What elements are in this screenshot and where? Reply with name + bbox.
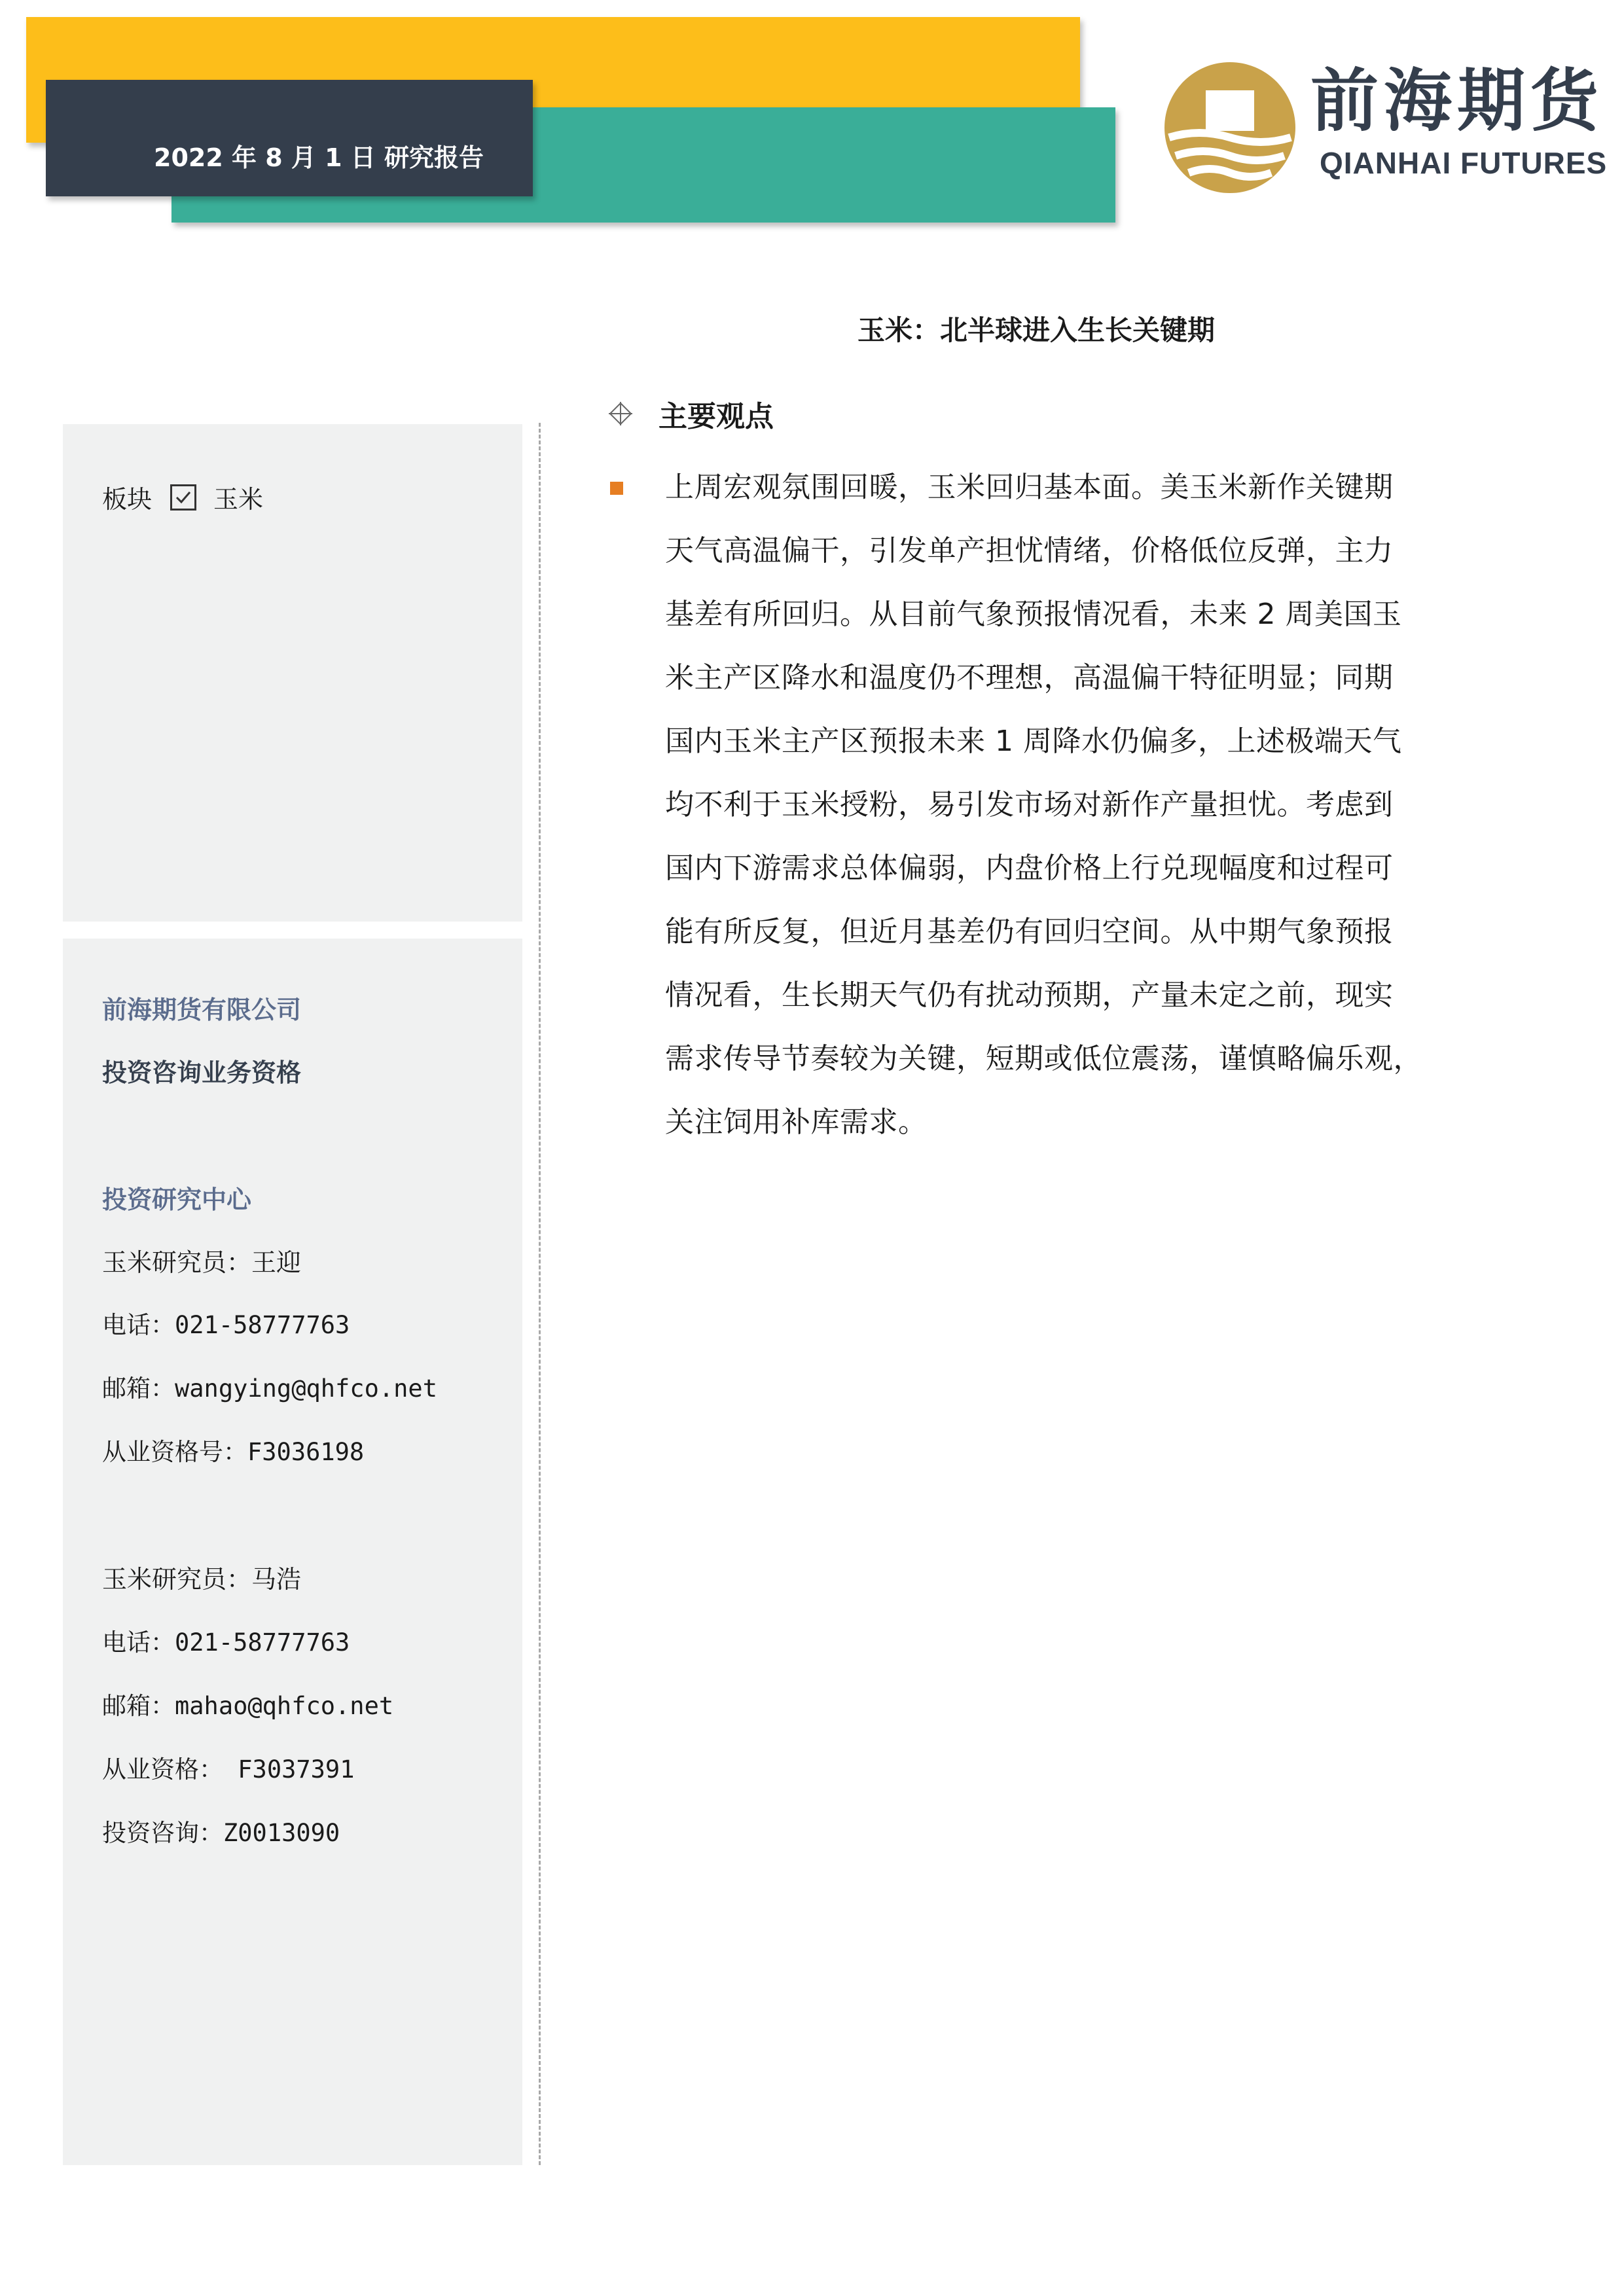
- sector-value: 玉米: [213, 485, 264, 514]
- vertical-dashed-divider: [539, 423, 541, 2165]
- logo-english-text: QIANHAI FUTURES: [1320, 146, 1608, 180]
- paragraph-line: 天气高温偏干，引发单产担忧情绪，价格低位反弹，主力: [665, 534, 1394, 567]
- report-title: 玉米：北半球进入生长关键期: [857, 314, 1216, 346]
- paragraph-line: 国内下游需求总体偏弱，内盘价格上行兑现幅度和过程可: [665, 852, 1394, 885]
- paragraph-line: 上周宏观氛围回暖，玉米回归基本面。美玉米新作关键期: [665, 471, 1394, 504]
- qualification-label: 投资咨询业务资格: [102, 1058, 302, 1087]
- sector-label: 板块: [102, 485, 153, 514]
- paragraph-line: 基差有所回归。从目前气象预报情况看，未来 2 周美国玉: [665, 598, 1402, 631]
- paragraph-line: 关注饲用补库需求。: [665, 1105, 928, 1139]
- sidebar-contact-panel: [63, 939, 522, 2165]
- paragraph-line: 能有所反复，但近月基差仍有回归空间。从中期气象预报: [665, 915, 1394, 948]
- orange-square-bullet-icon: [610, 482, 623, 495]
- paragraph-line: 国内玉米主产区预报未来 1 周降水仍偏多，上述极端天气: [665, 725, 1402, 758]
- company-name: 前海期货有限公司: [102, 996, 302, 1024]
- logo-emblem-icon: [1163, 60, 1297, 195]
- researcher-1-name: 玉米研究员：王迎: [102, 1248, 302, 1277]
- main-view-paragraph: [665, 456, 1496, 1154]
- paragraph-line: 米主产区降水和温度仍不理想，高温偏干特征明显；同期: [665, 661, 1394, 694]
- researcher-2-email: 邮箱：mahao@qhfco.net: [102, 1692, 394, 1720]
- company-logo: [1163, 60, 1608, 195]
- checkbox-checked-icon: [170, 484, 196, 511]
- sector-row: [102, 479, 263, 515]
- section-heading-text: 主要观点: [659, 400, 774, 433]
- researcher-2-license: 从业资格： F3037391: [102, 1755, 355, 1784]
- researcher-2-consult: 投资咨询：Z0013090: [102, 1819, 340, 1847]
- researcher-1-phone: 电话：021-58777763: [102, 1311, 350, 1339]
- researcher-1-email: 邮箱：wangying@qhfco.net: [102, 1374, 437, 1403]
- section-heading: [609, 393, 774, 435]
- researcher-1-license: 从业资格号：F3036198: [102, 1438, 365, 1466]
- researcher-2-phone: 电话：021-58777763: [102, 1628, 350, 1657]
- logo-chinese-text: 前海期货: [1310, 60, 1604, 141]
- research-center-label: 投资研究中心: [102, 1185, 252, 1214]
- researcher-2-name: 玉米研究员：马浩: [102, 1565, 302, 1594]
- crosshair-diamond-icon: [609, 402, 632, 425]
- paragraph-line: 均不利于玉米授粉，易引发市场对新作产量担忧。考虑到: [665, 788, 1394, 821]
- paragraph-line: 需求传导节奏较为关键，短期或低位震荡，谨慎略偏乐观，: [665, 1042, 1422, 1075]
- paragraph-line: 情况看，生长期天气仍有扰动预期，产量未定之前，现实: [665, 978, 1394, 1012]
- report-date-label: 2022 年 8 月 1 日 研究报告: [154, 143, 484, 172]
